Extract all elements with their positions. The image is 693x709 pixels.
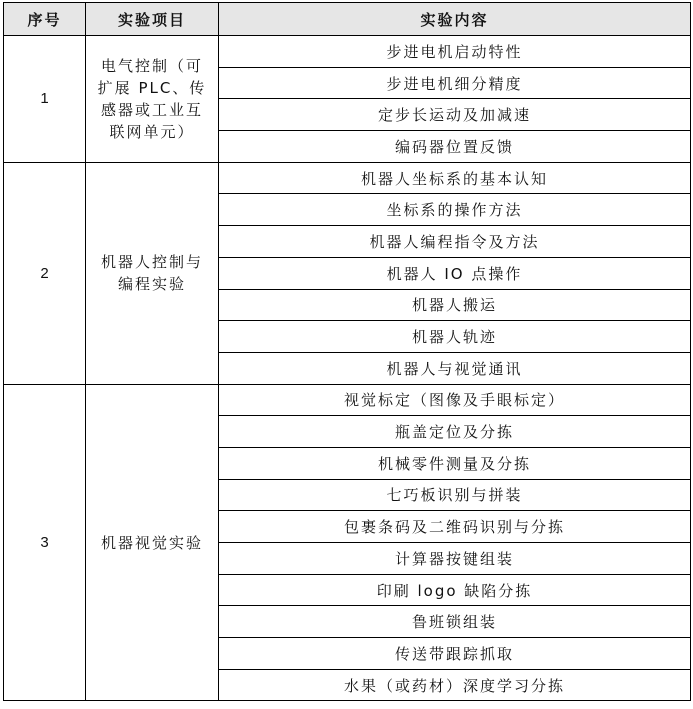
content-cell: 传送带跟踪抓取 [219, 638, 691, 670]
group-number: 2 [4, 162, 86, 384]
content-cell: 印刷 logo 缺陷分拣 [219, 574, 691, 606]
content-cell: 编码器位置反馈 [219, 131, 691, 163]
content-cell: 机械零件测量及分拣 [219, 447, 691, 479]
group-project: 机器人控制与编程实验 [86, 162, 219, 384]
group-number: 1 [4, 36, 86, 163]
content-cell: 机器人轨迹 [219, 321, 691, 353]
content-cell: 步进电机启动特性 [219, 36, 691, 68]
content-cell: 机器人 IO 点操作 [219, 257, 691, 289]
experiment-table [3, 2, 691, 701]
content-cell: 瓶盖定位及分拣 [219, 416, 691, 448]
content-cell: 视觉标定（图像及手眼标定） [219, 384, 691, 416]
group-project: 机器视觉实验 [86, 384, 219, 701]
header-no: 序号 [4, 3, 86, 36]
content-cell: 鲁班锁组装 [219, 606, 691, 638]
header-row [4, 3, 691, 36]
content-cell: 机器人与视觉通讯 [219, 352, 691, 384]
table-row [4, 162, 691, 194]
content-cell: 包裹条码及二维码识别与分拣 [219, 511, 691, 543]
content-cell: 七巧板识别与拼装 [219, 479, 691, 511]
group-project: 电气控制（可扩展 PLC、传感器或工业互联网单元） [86, 36, 219, 163]
content-cell: 机器人编程指令及方法 [219, 226, 691, 258]
table-row [4, 384, 691, 416]
content-cell: 机器人坐标系的基本认知 [219, 162, 691, 194]
content-cell: 计算器按键组装 [219, 543, 691, 575]
table-row [4, 36, 691, 68]
header-content: 实验内容 [219, 3, 691, 36]
content-cell: 机器人搬运 [219, 289, 691, 321]
content-cell: 坐标系的操作方法 [219, 194, 691, 226]
content-cell: 水果（或药材）深度学习分拣 [219, 669, 691, 701]
header-project: 实验项目 [86, 3, 219, 36]
group-number: 3 [4, 384, 86, 701]
content-cell: 步进电机细分精度 [219, 67, 691, 99]
content-cell: 定步长运动及加减速 [219, 99, 691, 131]
